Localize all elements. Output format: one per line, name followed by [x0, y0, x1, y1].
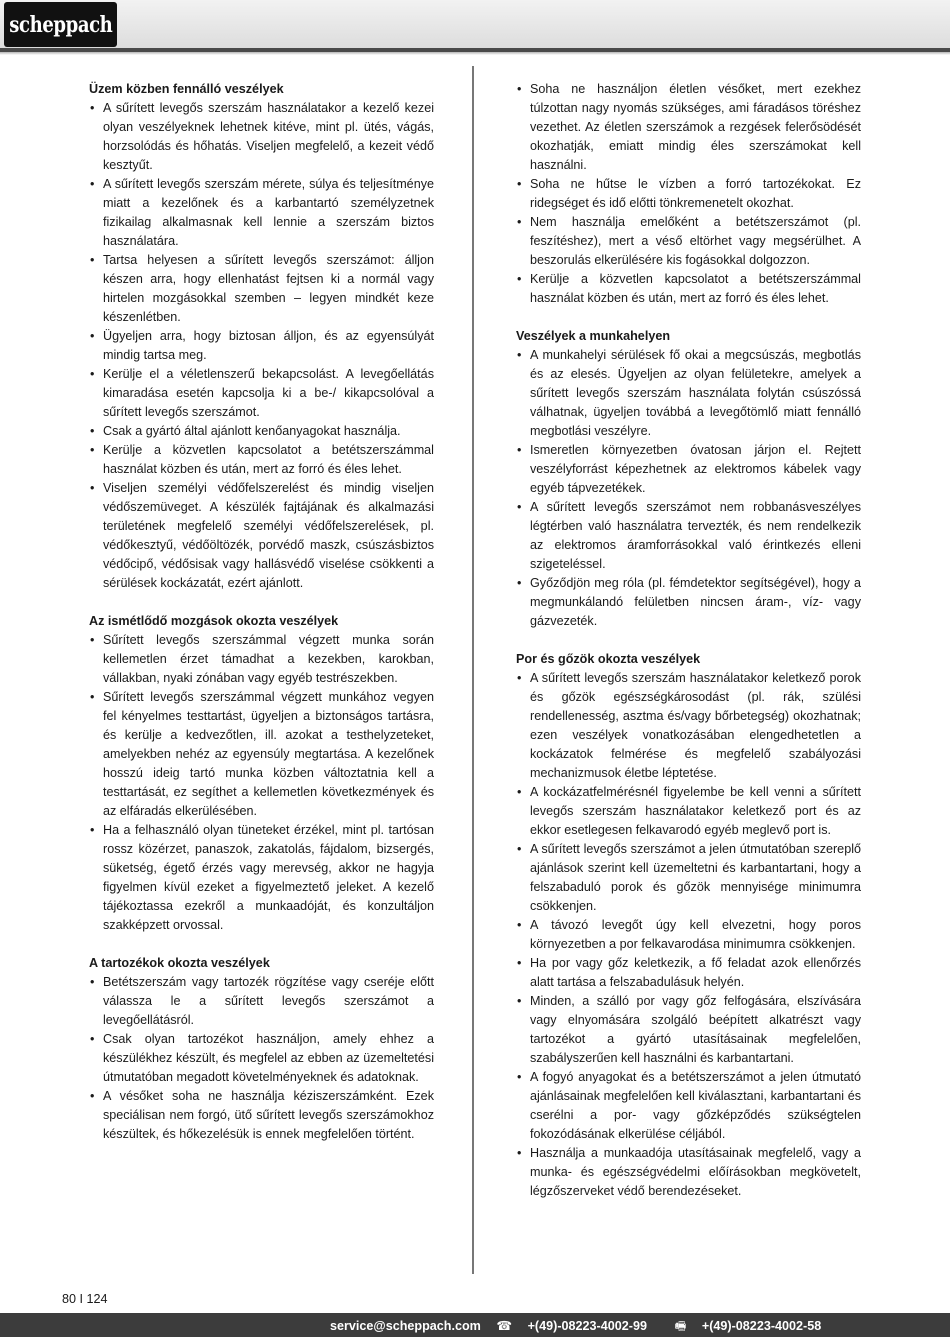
- section: [516, 650, 861, 1201]
- bullet-item: • A távozó levegőt úgy kell elvezetni, hogy poros környezetben a por felkavarodása minimumra csökkenjen.: [516, 916, 861, 954]
- bullet-list: [89, 99, 434, 593]
- phone-number: +(49)-08223-4002-99: [527, 1319, 647, 1333]
- bullet-item: • A munkahelyi sérülések fő okai a megcsúszás, megbotlás és az elesés. Ügyeljen az olyan felületekre, amelyek a sűrített levegős szerszám használata folytán csúszóssá válhatnak, ügyeljen továbbá a levegőtömlő miatt fennálló megbotlási veszélyre.: [516, 346, 861, 441]
- left-column: [89, 80, 434, 1163]
- column-divider: [472, 66, 474, 1274]
- bullet-item: • Csak a gyártó által ajánlott kenőanyagokat használja.: [89, 422, 434, 441]
- bullet-item: • A kockázatfelmérésnél figyelembe be kell venni a sűrített levegős szerszám használatakor keletkező port és az ekkor esetlegesen felkavarodó egyéb meglevő port is.: [516, 783, 861, 840]
- bullet-item: • Sűrített levegős szerszámmal végzett munkához vegyen fel kényelmes testtartást, ügyeljen a biztonságos tartásra, és kerülje a kedvezőtlen, ill. azokat a testhelyzeteket, amelyekben nehéz az egyensúly megtartása. A kezelőnek hosszú ideig tartó munka közben változtatnia kell a testtartását, ez segíthet a kellemetlen következmények és az elfáradás elkerülésében.: [89, 688, 434, 821]
- bullet-item: • Soha ne használjon életlen vésőket, mert ezekhez túlzottan nagy nyomás szükséges, ami fáradásos töréshez vezethet. Az életlen szerszámok a rezgések felerősödését okozhatják, emiatt mindig éles szerszámokat kell használni.: [516, 80, 861, 175]
- bullet-item: • A vésőket soha ne használja kéziszerszámként. Ezek speciálisan nem forgó, ütő sűrített levegős szerszámokhoz készültek, és hőkezelésük is ennek megfelelően történt.: [89, 1087, 434, 1144]
- section-heading: Por és gőzök okozta veszélyek: [516, 652, 701, 666]
- section: [89, 80, 434, 593]
- bullet-item: • Kerülje a közvetlen kapcsolatot a betétszerszámmal használat közben és után, mert az forró és éles lehet.: [89, 441, 434, 479]
- bullet-list: [89, 631, 434, 935]
- fax-group: [674, 1319, 833, 1333]
- bullet-list: [516, 669, 861, 1201]
- bullet-item: • Betétszerszám vagy tartozék rögzítése vagy cseréje előtt válassza le a sűrített levegős szerszámot a levegőellátásról.: [89, 973, 434, 1030]
- page-number: 80 I 124: [62, 1292, 108, 1306]
- brand-logo-text: scheppach: [8, 11, 113, 38]
- bullet-item: • Ügyeljen arra, hogy biztosan álljon, és az egyensúlyát mindig tartsa meg.: [89, 327, 434, 365]
- bullet-item: • Kerülje a közvetlen kapcsolatot a betétszerszámmal használat közben és után, mert az forró és éles lehet.: [516, 270, 861, 308]
- bullet-item: • Ha a felhasználó olyan tüneteket érzékel, mint pl. tartósan rossz közérzet, panaszok, zakatolás, fájdalom, bizsergés, süketség, égető érzés vagy merevség, akkor ne hagyja figyelmen kívül ezeket a figyelmeztető jeleket. A kezelő tájékoztassa ezekről a munkaadóját, és konzultáljon szakképzett orvossal.: [89, 821, 434, 935]
- bullet-list: [516, 346, 861, 631]
- fax-icon: 🖷: [674, 1319, 687, 1333]
- section: [89, 954, 434, 1144]
- bullet-list: [89, 973, 434, 1144]
- section-heading: A tartozékok okozta veszélyek: [89, 956, 270, 970]
- section: [516, 327, 861, 631]
- bullet-item: • Minden, a szálló por vagy gőz felfogására, elszívására vagy elnyomására szolgáló beépített alkatrészt vagy tartozékot a gyártó utasításainak megfelelően, szabályszerűen kell használni és karbantartani.: [516, 992, 861, 1068]
- bullet-item: • Kerülje el a véletlenszerű bekapcsolást. A levegőellátás kimaradása esetén kapcsolja ki a be-/ kikapcsolóval a sűrített levegős szerszámot.: [89, 365, 434, 422]
- bullet-item: • A sűrített levegős szerszám mérete, súlya és teljesítménye miatt a kezelőnek és a karbantartó személyzetnek fizikailag alkalmasnak kell lennie a szerszám biztos használatára.: [89, 175, 434, 251]
- page-header: [0, 0, 950, 50]
- section-heading: Üzem közben fennálló veszélyek: [89, 82, 284, 96]
- bullet-list: [516, 80, 861, 308]
- phone-group: [496, 1319, 659, 1333]
- bullet-item: • A fogyó anyagokat és a betétszerszámot a jelen útmutató ajánlásainak megfelelően kell kiválasztani, karbantartani és cserélni a por- vagy gőzképződés szükségtelen fokozódásának elkerülése céljából.: [516, 1068, 861, 1144]
- bullet-item: • Sűrített levegős szerszámmal végzett munka során kellemetlen érzet támadhat a kezekben, karokban, vállakban, nyaki zónában vagy egyéb testrészekben.: [89, 631, 434, 688]
- bullet-item: • Csak olyan tartozékot használjon, amely ehhez a készülékhez készült, és megfelel az ebben az üzemeltetési útmutatóban megadott követelményeknek és adatoknak.: [89, 1030, 434, 1087]
- right-column: [516, 80, 861, 1220]
- section-heading: Az ismétlődő mozgások okozta veszélyek: [89, 614, 339, 628]
- footer-contact: [330, 1317, 845, 1338]
- section: [516, 80, 861, 308]
- service-email: service@scheppach.com: [330, 1319, 481, 1333]
- bullet-item: • Ha por vagy gőz keletkezik, a fő feladat azok ellenőrzés alatt tartása a felszabadulásuk helyén.: [516, 954, 861, 992]
- fax-number: +(49)-08223-4002-58: [701, 1319, 822, 1333]
- bullet-item: • Használja a munkaadója utasításainak megfelelő, vagy a munka- és egészségvédelmi előírásokban megkövetelt, légzőszerveket védő berendezéseket.: [516, 1144, 861, 1201]
- bullet-item: • A sűrített levegős szerszám használatakor keletkező porok és gőzök egészségkárosodást (pl. rák, szülési rendellenesség, asztma és/vagy bőrbetegség) okozhatnak; ezen veszélyek vonatkozásában elengedhetetlen a kockázatok felmérése és megfelelő szabályozási mechanizmusok életbe léptetése.: [516, 669, 861, 783]
- bullet-item: • Ismeretlen környezetben óvatosan járjon el. Rejtett veszélyforrást képezhetnek az elektromos kábelek vagy egyéb tápvezetékek.: [516, 441, 861, 498]
- bullet-item: • Győződjön meg róla (pl. fémdetektor segítségével), hogy a megmunkálandó felületben nincsen áram-, víz- vagy gázvezeték.: [516, 574, 861, 631]
- bullet-item: • Soha ne hűtse le vízben a forró tartozékokat. Ez ridegséget és idő előtti tönkremenetelt okozhat.: [516, 175, 861, 213]
- section: [89, 612, 434, 935]
- bullet-item: • A sűrített levegős szerszámot nem robbanásveszélyes légtérben való használatra tervezték, és nem rendelkezik az elektromos áramforrásokkal való érintkezés elleni szigeteléssel.: [516, 498, 861, 574]
- bullet-item: • Nem használja emelőként a betétszerszámot (pl. feszítéshez), mert a véső eltörhet vagy megsérülhet. A beszorulás elkerülésére kis fogásokkal dolgozzon.: [516, 213, 861, 270]
- phone-icon: ☎: [496, 1319, 513, 1333]
- page-footer: [0, 1313, 950, 1337]
- bullet-item: • Viseljen személyi védőfelszerelést és mindig viseljen védőszemüveget. A készülék fajtájának és alkalmazási területének megfelelő személyi védőfelszerelések, pl. védőkesztyű, védőöltözék, porvédő maszk, csúszásbiztos védőcipő, védősisak vagy hallásvédő viselése csökkenti a sérülések kockázatát, ezért ajánlott.: [89, 479, 434, 593]
- bullet-item: • A sűrített levegős szerszám használatakor a kezelő kezei olyan veszélyeknek lehetnek kitéve, mint pl. ütés, vágás, horzsolódás és hőhatás. Viseljen megfelelő, a kezeit védő kesztyűt.: [89, 99, 434, 175]
- header-shadow: [0, 52, 950, 55]
- brand-logo: [4, 2, 117, 47]
- bullet-item: • Tartsa helyesen a sűrített levegős szerszámot: álljon készen arra, hogy ellenhatást fejtsen ki a normál vagy hirtelen mozgásokkal szemben – legyen mindkét keze készenlétben.: [89, 251, 434, 327]
- bullet-item: • A sűrített levegős szerszámot a jelen útmutatóban szereplő ajánlások szerint kell üzemeltetni és karbantartani, hogy a felszabaduló porok és gőzök mennyisége minimumra csökkenjen.: [516, 840, 861, 916]
- section-heading: Veszélyek a munkahelyen: [516, 329, 671, 343]
